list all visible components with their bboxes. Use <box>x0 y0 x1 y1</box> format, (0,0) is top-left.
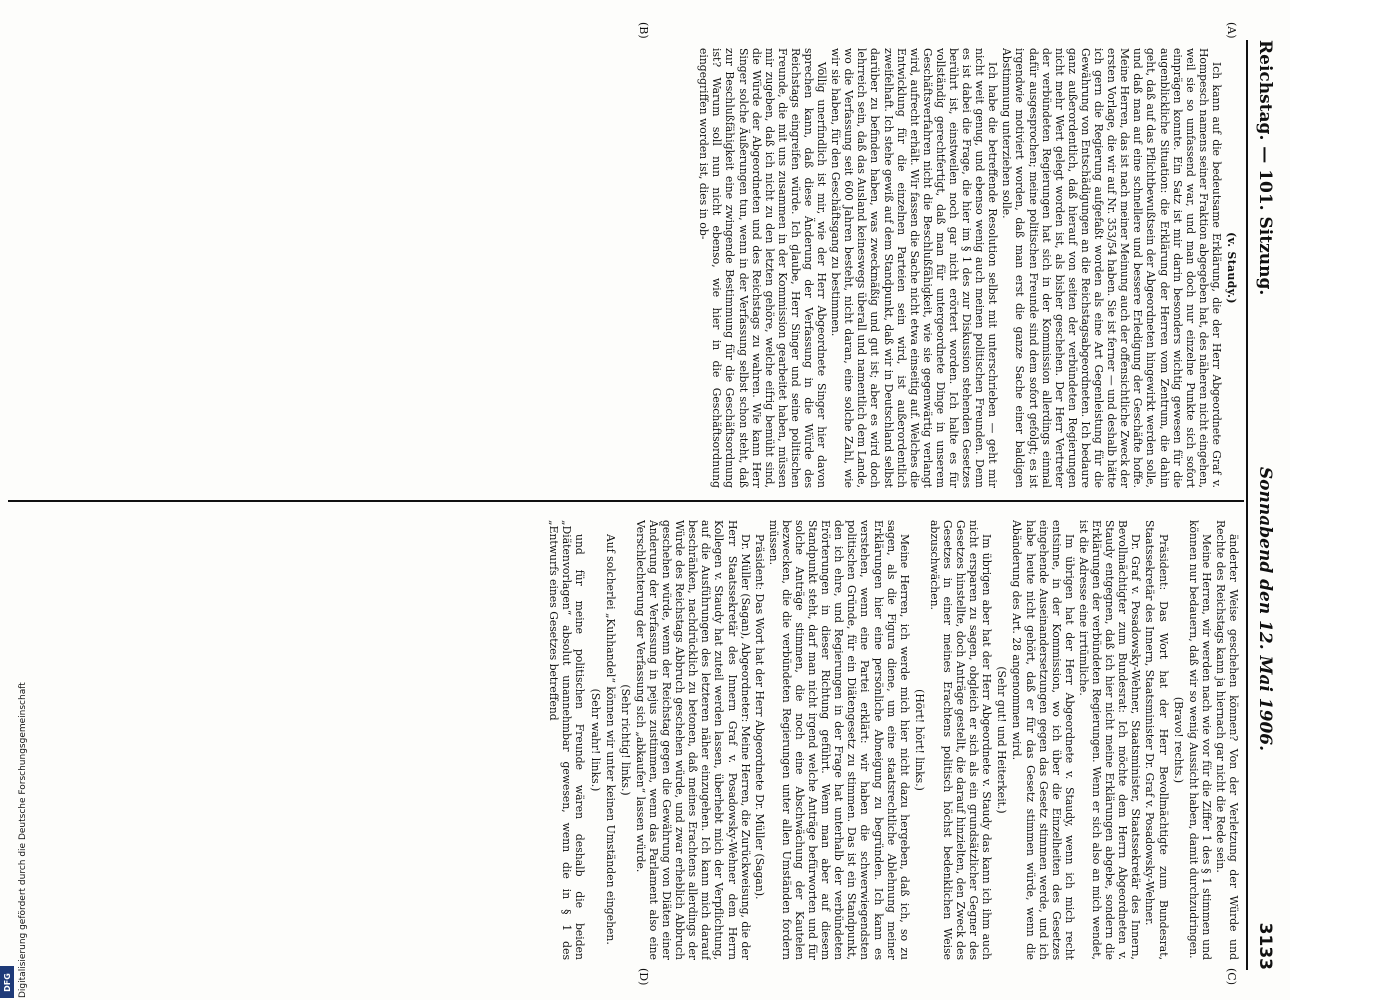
paragraph: Präsident: Das Wort hat der Herr Abgeordnete Dr. Müller (Sagan). <box>752 534 766 900</box>
paragraph: Völlig unerfindlich ist mir, wie der Herr Abgeordnete Singer hier davon sprechen kann, daß diese Änderung der Verfassung in die Würde des Reichstags eingreifen würde. Ich glaube, Herr Singer und seine politischen Freunde, die mit uns zusammen in der Kommission gearbeitet haben, müssen mir zugeben, daß ich nicht zu den letzten gehöre, welche eifrig bemüht sind, die Würde der Abgeordneten und des Reichstags zu wahren. Wie kann Herr Singer solche Äußerungen tun, wenn in der Verfassung selbst schon steht, daß zur Beschlußfähigkeit eine zwingende Bestimmung für die Geschäftsordnung ist? Warum soll nun nicht ebenso, wie hier in die Geschäftsordnung eingegriffen worden ist, dies in ob- <box>697 48 829 488</box>
interjection: (Sehr richtig! links.) <box>618 684 632 796</box>
page-title: Reichstag. — 101. Sitzung. <box>1255 40 1275 296</box>
interjection: (Sehr gut! und Heiterkeit.) <box>995 666 1009 814</box>
page-date: Sonnabend den 12. Mai 1906. <box>1255 466 1275 752</box>
digitization-note: Digitalisierung gefördert durch die Deutsche Forschungsgemeinschaft <box>18 682 28 998</box>
paragraph: Dr. Graf v. Posadowsky-Wehner, Staatsminister, Staatssekretär des Innern, Bevollmächtigter zum Bundesrat: Ich möchte dem Herrn Abgeordneten v. Staudy entgegnen, daß ich hier nicht meine Erklärungen abgebe, sondern die Erklärungen der verbündeten Regierungen. Wenn er sich also an mich wendet, ist die Adresse eine irrtümliche. <box>1076 520 1143 960</box>
margin-mark-d: (D) <box>637 968 650 986</box>
paragraph: Meine Herren, wir werden nach wie vor für die Ziffer 1 des § 1 stimmen und können nur bedauern, daß wir so wenig Aussicht haben, damit durchzudringen. <box>1186 520 1213 960</box>
dfg-logo <box>0 966 14 998</box>
interjection: (Sehr wahr! links.) <box>588 688 602 792</box>
paragraph: Ich kann auf die bedeutsame Erklärung, die der Herr Abgeordnete Graf v. Hompesch namens seiner Fraktion abgegeben hat, des näheren nicht eingehen, weil sie so umfassend war, und man doch nur einzelne Punkte sich sofort einprägen konnte. Ein Satz ist mir darin besonders wichtig gewesen für die augenblickliche Situation: die Erklärung der Herren vom Zentrum, die dahin geht, daß auf das Pflichtbewußtsein der Abgeordneten hingewirkt werden solle, und daß man auf eine schnellere und bessere Erledigung der Geschäfte hoffe. Meine Herren, das ist nach meiner Meinung auch der offensichtliche Zweck der ersten Vorlage, die wir auf Nr. 353/54 haben. Sie ist ferner — und deshalb hätte ich gern die Regierung aufgefaßt worden als eine Art Gegenleistung für die Gewährung von Entschädigungen an die Reichstagsabgeordneten. Ich bedaure ganz außerordentlich, daß hierauf von seiten der verbündeten Regierungen nicht mehr Wert gelegt worden ist, als bisher geschehen. Der Herr Vertreter der verbündeten Regierungen hat sich in der Kommission allerdings einmal dafür ausgesprochen; meine politischen Freunde sind dem sofort gefolgt; es ist irgendwie motiviert worden, daß man erst die ganze Sache einer baldigen Abstimmung unterziehen solle. <box>1000 48 1223 488</box>
paragraph: Ich habe die betreffende Resolution selbst mit unterschrieben — geht mir nicht weit genug, und ebenso wenig auch meinen politischen Freunden. Denn es ist dabei die Frage, die hier im § 1 des zur Diskussion stehenden Gesetzes berührt ist, einstweilen noch gar nicht erörtert worden. Ich halte es für vollständig gerechtfertigt, daß man für untergeordnete Dinge in unserem Geschäftsverfahren nicht die Beschlußfähigkeit, wie sie gegenwärtig verlangt wird, aufrecht erhält. Wir fassen die Sache nicht etwa einseitig auf. Welches die Entwicklung für die einzelnen Parteien sein wird, ist außerordentlich zweifelhaft. Ich stehe gewiß auf dem Standpunkt, daß wir in Deutschland selbst darüber zu befinden haben, was zweckmäßig und gut ist; aber es wird doch lehrreich sein, daß das Ausland keineswegs überall und namentlich dem Lande, wo die Verfassung seit 600 Jahren besteht, nicht daran, eine solche Zahl, wie wir sie haben, für den Geschäftsgang zu bestimmen. <box>829 48 1000 488</box>
paragraph: änderter Weise geschehen können? Von der Verletzung der Würde und Rechte des Reichstags kann ja hiernach gar nicht die Rede sein. <box>1213 520 1240 960</box>
margin-mark-c: (C) <box>1225 968 1238 985</box>
dfg-logo-text: DFG <box>2 972 12 992</box>
right-column <box>10 520 1240 960</box>
paragraph: Dr. Müller (Sagan), Abgeordneter: Meine Herren, die Zurückweisung, die der Herr Staatssekretär des Innern Graf v. Posadowsky-Wehner dem Herrn Kollegen v. Staudy hat zuteil werden lassen, überhebt mich der Verpflichtung, auf die Ausführungen des letzteren näher einzugehen. Ich kann mich darauf beschränken, nachdrücklich zu betonen, daß meines Erachtens allerdings der Würde des Reichstags Abbruch geschehen würde, und zwar erheblich Abbruch geschehen würde, wenn der Reichstag gegen die Gewährung von Diäten einer Änderung der Verfassung in pejus zustimmen, wenn das Parlament also eine Verschlechterung der Verfassung sich „abkaufen“ lassen würde. <box>633 520 752 960</box>
column-divider <box>8 500 1244 502</box>
paragraph: Im übrigen hat der Herr Abgeordnete v. Staudy, wenn ich mich recht entsinne, in der Kommission, wo ich über die Einzelheiten des Gesetzes eingehende Auseinandersetzungen gegen das Gesetz stimmen werde, und ich habe heute nicht gehört, daß er für das Gesetz stimmen würde, wenn die Abänderung des Art. 28 angenommen wird. <box>1010 520 1076 960</box>
interjection: (Hört! hört! links.) <box>912 689 926 791</box>
speaker-tag: (v. Staudy.) <box>1225 232 1238 304</box>
margin-mark-a: (A) <box>1225 22 1238 39</box>
page-number: 3133 <box>1255 922 1275 970</box>
paragraph: Präsident: Das Wort hat der Herr Bevollmächtigte zum Bundesrat, Staatssekretär des Innern, Staatsminister Dr. Graf v. Posadowsky-Wehner. <box>1143 520 1170 960</box>
paragraph: Im übrigen aber hat der Herr Abgeordnete v. Staudy das kann ich ihm auch nicht ersparen zu sagen, obgleich er sich als ein grundsätzlicher Gegner des Gesetzes hinstellte, doch Anträge gestellt, die darauf hinzielten, den Zweck des Gesetzes in einer meines Erachtens politisch höchst bedenklichen Weise abzuschwächen. <box>927 520 994 960</box>
interjection: (Bravo! rechts.) <box>1171 696 1185 784</box>
left-column <box>10 48 1240 488</box>
paragraph: und für meine politischen Freunde wären deshalb die beiden „Diätenvorlagen“ absolut unannehmbar gewesen, wenn die in § 1 des „Entwurfs eines Gesetzes betreffend <box>547 520 587 960</box>
paragraph: Auf solcherlei „Kuhhandel“ können wir unter keinen Umständen eingehen. <box>603 534 617 945</box>
paragraph: Meine Herren, ich werde mich hier nicht dazu hergeben, daß ich, so zu sagen, als die Figura diene, um eine staatsrechtliche Ablehnung meiner Erklärungen hier eine persönliche Abneigung zu begründen. Ich kann es verstehen, wenn eine Partei erklärt: wir haben die schwerwiegendsten politischen Gründe, für ein Diätengesetz zu stimmen. Das ist ein Standpunkt, den ich ehre, und Regierungen in der Frage hat unterhalb der verbündeten Erörterungen in dieser Richtung geführt. Wenn man aber auf diesem Standpunkt steht, darf man nicht irgend welche Anträge befürworten und für solche Anträge stimmen, die noch eine Abschwächung der Kautelen bezwecken, die die verbündeten Regierungen unter allen Umständen fordern müssen. <box>766 520 911 960</box>
page-header <box>1246 40 1282 970</box>
margin-mark-b: (B) <box>637 22 650 39</box>
